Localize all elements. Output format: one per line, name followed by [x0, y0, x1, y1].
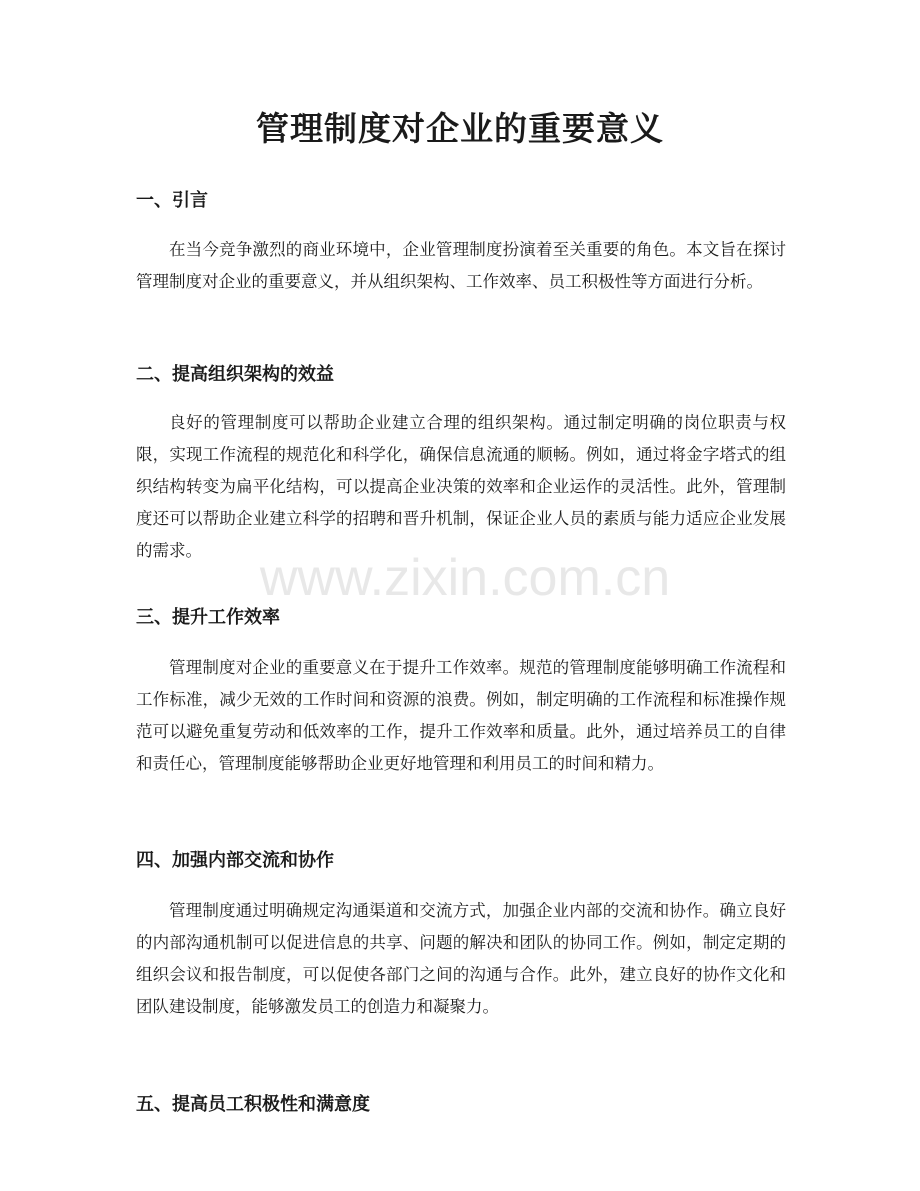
section-heading-communication: 四、加强内部交流和协作	[136, 850, 334, 871]
section-heading-introduction: 一、引言	[136, 190, 208, 211]
section-body-introduction: 在当今竞争激烈的商业环境中，企业管理制度扮演着至关重要的角色。本文旨在探讨管理制度对企业的重要意义，并从组织架构、工作效率、员工积极性等方面进行分析。	[136, 240, 786, 291]
section-heading-efficiency: 三、提升工作效率	[136, 607, 280, 628]
section-heading-employee-motivation: 五、提高员工积极性和满意度	[136, 1094, 370, 1115]
section-heading-organization: 二、提高组织架构的效益	[136, 364, 334, 385]
section-body-efficiency: 管理制度对企业的重要意义在于提升工作效率。规范的管理制度能够明确工作流程和工作标准，减少无效的工作时间和资源的浪费。例如，制定明确的工作流程和标准操作规范可以避免重复劳动和低效率的工作，提升工作效率和质量。此外，通过培养员工的自律和责任心，管理制度能够帮助企业更好地管理和利用员工的时间和精力。	[136, 658, 786, 773]
section-body-organization: 良好的管理制度可以帮助企业建立合理的组织架构。通过制定明确的岗位职责与权限，实现工作流程的规范化和科学化，确保信息流通的顺畅。例如，通过将金字塔式的组织结构转变为扁平化结构，可以提高企业决策的效率和企业运作的灵活性。此外，管理制度还可以帮助企业建立科学的招聘和晋升机制，保证企业人员的素质与能力适应企业发展的需求。	[136, 413, 786, 560]
section-body-communication: 管理制度通过明确规定沟通渠道和交流方式，加强企业内部的交流和协作。确立良好的内部沟通机制可以促进信息的共享、问题的解决和团队的协同工作。例如，制定定期的组织会议和报告制度，可以促使各部门之间的沟通与合作。此外，建立良好的协作文化和团队建设制度，能够激发员工的创造力和凝聚力。	[136, 901, 786, 1016]
watermark: www.zixin.com.cn	[259, 549, 671, 607]
document-title: 管理制度对企业的重要意义	[256, 109, 664, 148]
